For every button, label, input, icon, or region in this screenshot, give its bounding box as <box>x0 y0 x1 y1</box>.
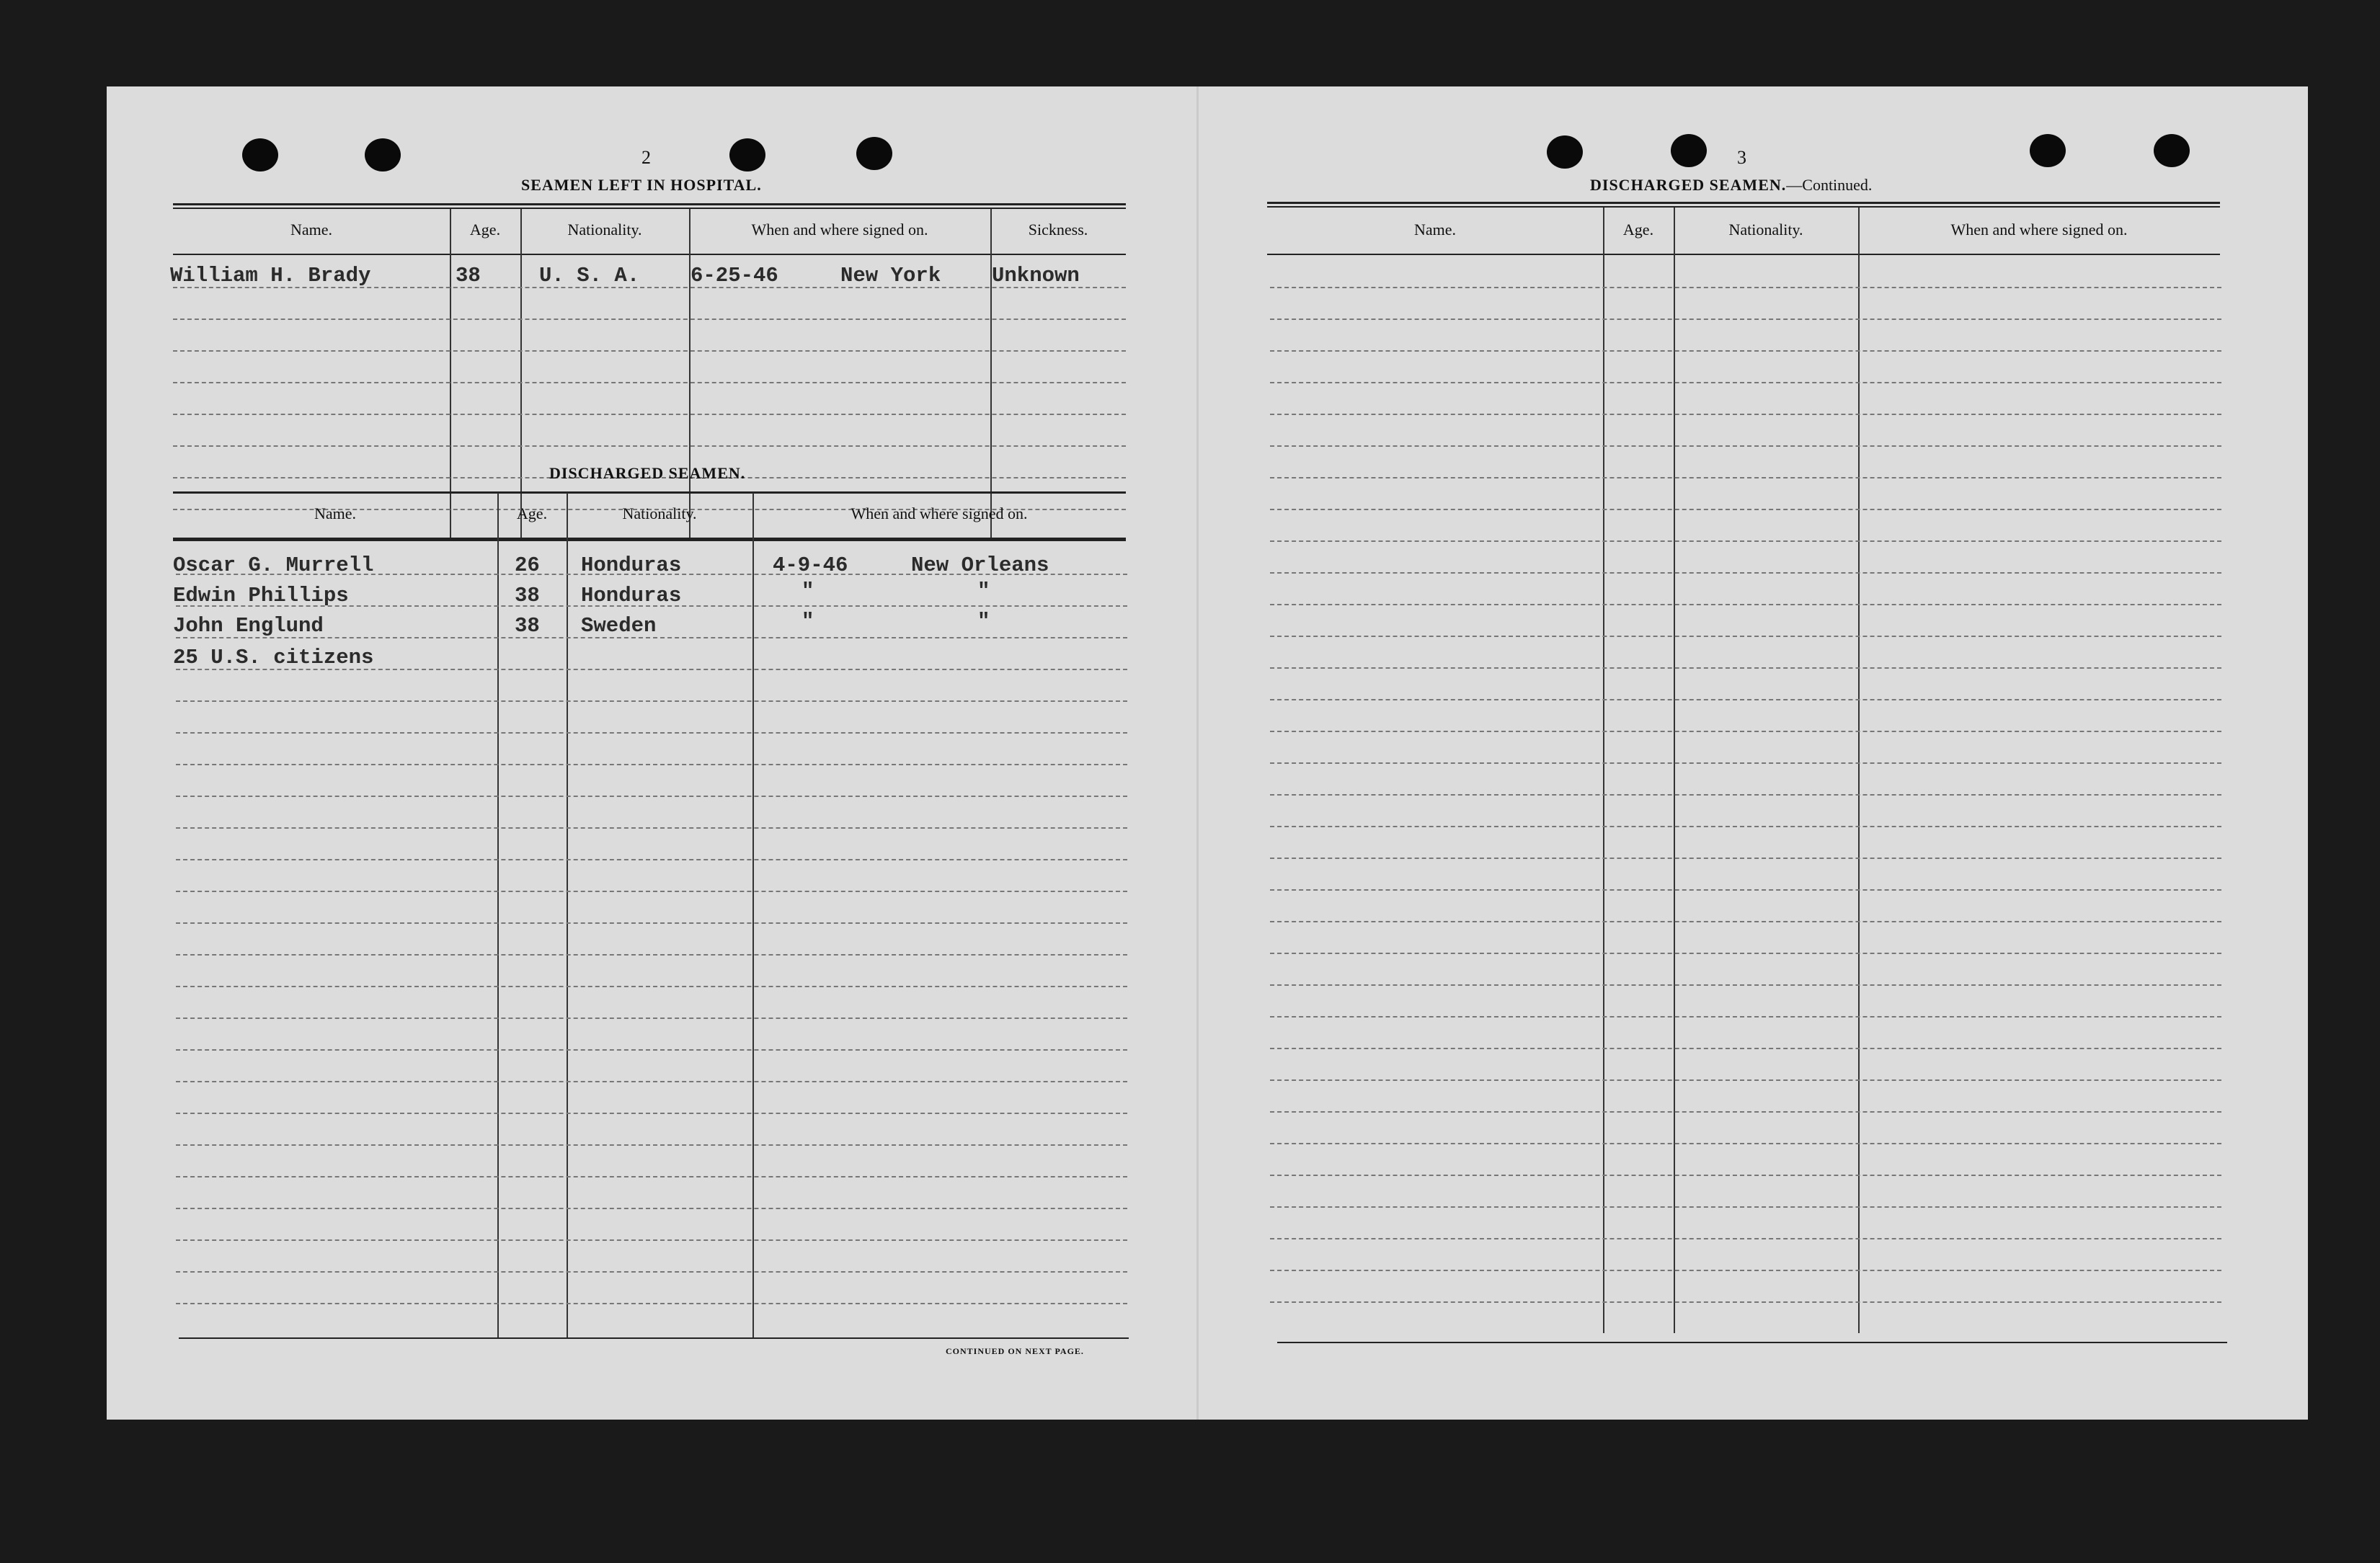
dotted-line <box>1270 540 2221 542</box>
dotted-line <box>1270 984 2221 986</box>
column-divider <box>520 209 522 539</box>
discharged-entry-date: " <box>802 610 814 633</box>
dotted-line <box>1270 1111 2221 1113</box>
ledger-spread <box>107 86 2308 1420</box>
dotted-line <box>173 319 1126 320</box>
dotted-line <box>1270 699 2221 700</box>
dotted-line <box>176 1271 1127 1273</box>
discharged-header-age: Age. <box>516 504 548 522</box>
punch-hole <box>1671 134 1707 167</box>
hospital-header-age: Age. <box>469 221 501 239</box>
dotted-line <box>176 1303 1127 1304</box>
rule <box>173 208 1126 209</box>
dotted-line <box>176 1081 1127 1082</box>
dotted-line <box>176 954 1127 956</box>
hospital-entry-sickness: Unknown <box>992 264 1080 288</box>
discharged-section-title: DISCHARGED SEAMEN. <box>549 464 746 482</box>
discharged-entry-age: 26 <box>515 553 540 577</box>
dotted-line <box>1270 1238 2221 1239</box>
dotted-line <box>176 1239 1127 1241</box>
dotted-line <box>1270 445 2221 447</box>
column-divider <box>752 493 754 1339</box>
hospital-header-signed-on: When and where signed on. <box>751 221 928 239</box>
dotted-line <box>173 382 1126 383</box>
dotted-line <box>1270 762 2221 764</box>
dotted-line <box>1270 1301 2221 1303</box>
discharged-entry-nationality: Honduras <box>581 553 682 577</box>
dotted-line <box>1270 509 2221 510</box>
discharged-header-signed-on: When and where signed on. <box>851 504 1028 522</box>
dotted-line <box>1270 1079 2221 1081</box>
page-number: 3 <box>1737 147 1746 168</box>
column-divider <box>1603 208 1604 1333</box>
dotted-line <box>1270 636 2221 637</box>
dotted-line <box>176 1144 1127 1146</box>
rule <box>1267 254 2220 255</box>
title-text: DISCHARGED SEAMEN. <box>1590 176 1787 194</box>
dotted-line <box>1270 794 2221 796</box>
punch-hole <box>2030 134 2066 167</box>
hospital-header-sickness: Sickness. <box>1028 221 1088 239</box>
title-suffix: —Continued. <box>1786 176 1873 194</box>
rule <box>173 254 1126 255</box>
discharged-header-nationality: Nationality. <box>622 504 697 522</box>
dotted-line <box>176 732 1127 734</box>
right-header-signed-on: When and where signed on. <box>1950 221 2128 239</box>
right-header-nationality: Nationality. <box>1728 221 1803 239</box>
punch-hole <box>365 138 401 172</box>
column-divider <box>497 493 499 1339</box>
punch-hole <box>2154 134 2190 167</box>
discharged-entry-age: 38 <box>515 614 540 638</box>
rule <box>173 539 1126 541</box>
dotted-line <box>1270 1016 2221 1017</box>
dotted-line <box>1270 414 2221 415</box>
column-divider <box>990 209 992 539</box>
rule <box>173 538 1126 539</box>
punch-hole <box>729 138 765 172</box>
dotted-line <box>176 1017 1127 1019</box>
dotted-line <box>1270 889 2221 891</box>
discharged-entry-nationality: Sweden <box>581 614 657 638</box>
discharged-entry-place: " <box>977 610 990 633</box>
dotted-line <box>176 700 1127 702</box>
discharged-entry-date: " <box>802 579 814 603</box>
dotted-line <box>176 1049 1127 1051</box>
hospital-entry-place: New York <box>840 264 941 288</box>
rule <box>173 203 1126 205</box>
hospital-section-title: SEAMEN LEFT IN HOSPITAL. <box>521 176 762 194</box>
dotted-line <box>1270 1143 2221 1144</box>
discharged-entry-name: Edwin Phillips <box>173 584 349 607</box>
dotted-line <box>176 827 1127 829</box>
dotted-line <box>1270 731 2221 732</box>
dotted-line <box>1270 953 2221 954</box>
right-header-age: Age. <box>1622 221 1654 239</box>
dotted-line <box>173 445 1126 447</box>
dotted-line <box>1270 1048 2221 1049</box>
rule <box>1267 202 2220 204</box>
column-divider <box>567 493 568 1339</box>
continued-note: CONTINUED ON NEXT PAGE. <box>946 1346 1084 1356</box>
discharged-entry-place: New Orleans <box>911 553 1049 577</box>
hospital-entry-age: 38 <box>456 264 481 288</box>
dotted-line <box>173 414 1126 415</box>
right-header-name: Name. <box>1413 221 1457 239</box>
rule <box>173 491 1126 494</box>
rule <box>179 1337 1129 1339</box>
dotted-line <box>1270 477 2221 478</box>
hospital-entry-date: 6-25-46 <box>691 264 778 288</box>
dotted-line <box>176 796 1127 797</box>
discharged-entry-name: Oscar G. Murrell <box>173 553 374 577</box>
dotted-line <box>176 1208 1127 1209</box>
column-divider <box>1674 208 1675 1333</box>
column-divider <box>450 209 451 539</box>
dotted-line <box>1270 382 2221 383</box>
dotted-line <box>1270 1175 2221 1176</box>
dotted-line <box>176 764 1127 765</box>
dotted-line <box>1270 604 2221 605</box>
dotted-line <box>1270 319 2221 320</box>
hospital-entry-name: William H. Brady <box>170 264 371 288</box>
dotted-line <box>1270 826 2221 827</box>
dotted-line <box>176 1176 1127 1177</box>
discharged-entry-name: 25 U.S. citizens <box>173 646 374 669</box>
hospital-header-name: Name. <box>290 221 333 239</box>
column-divider <box>1858 208 1860 1333</box>
dotted-line <box>176 1113 1127 1114</box>
discharged-entry-name: John Englund <box>173 614 324 638</box>
punch-hole <box>856 137 892 170</box>
discharged-entry-date: 4-9-46 <box>773 553 848 577</box>
dotted-line <box>176 986 1127 987</box>
hospital-header-nationality: Nationality. <box>567 221 642 239</box>
page-number: 2 <box>641 147 651 168</box>
hospital-entry-nationality: U. S. A. <box>539 264 640 288</box>
dotted-line <box>1270 1270 2221 1271</box>
dotted-line <box>1270 667 2221 669</box>
dotted-line <box>176 891 1127 892</box>
punch-hole <box>242 138 278 172</box>
dotted-line <box>176 859 1127 860</box>
dotted-line <box>176 922 1127 924</box>
dotted-line <box>173 350 1126 352</box>
page-fold <box>1196 86 1199 1420</box>
dotted-line <box>1270 1206 2221 1208</box>
punch-hole <box>1547 135 1583 169</box>
discharged-entry-age: 38 <box>515 584 540 607</box>
discharged-entry-place: " <box>977 579 990 603</box>
dotted-line <box>1270 921 2221 922</box>
dotted-line <box>1270 858 2221 859</box>
dotted-line <box>1270 287 2221 288</box>
discharged-entry-nationality: Honduras <box>581 584 682 607</box>
dotted-line <box>1270 572 2221 574</box>
discharged-header-name: Name. <box>314 504 357 522</box>
rule <box>1277 1342 2227 1343</box>
column-divider <box>689 209 691 539</box>
discharged-continued-title <box>1590 176 1872 195</box>
rule <box>1267 206 2220 208</box>
dotted-line <box>1270 350 2221 352</box>
